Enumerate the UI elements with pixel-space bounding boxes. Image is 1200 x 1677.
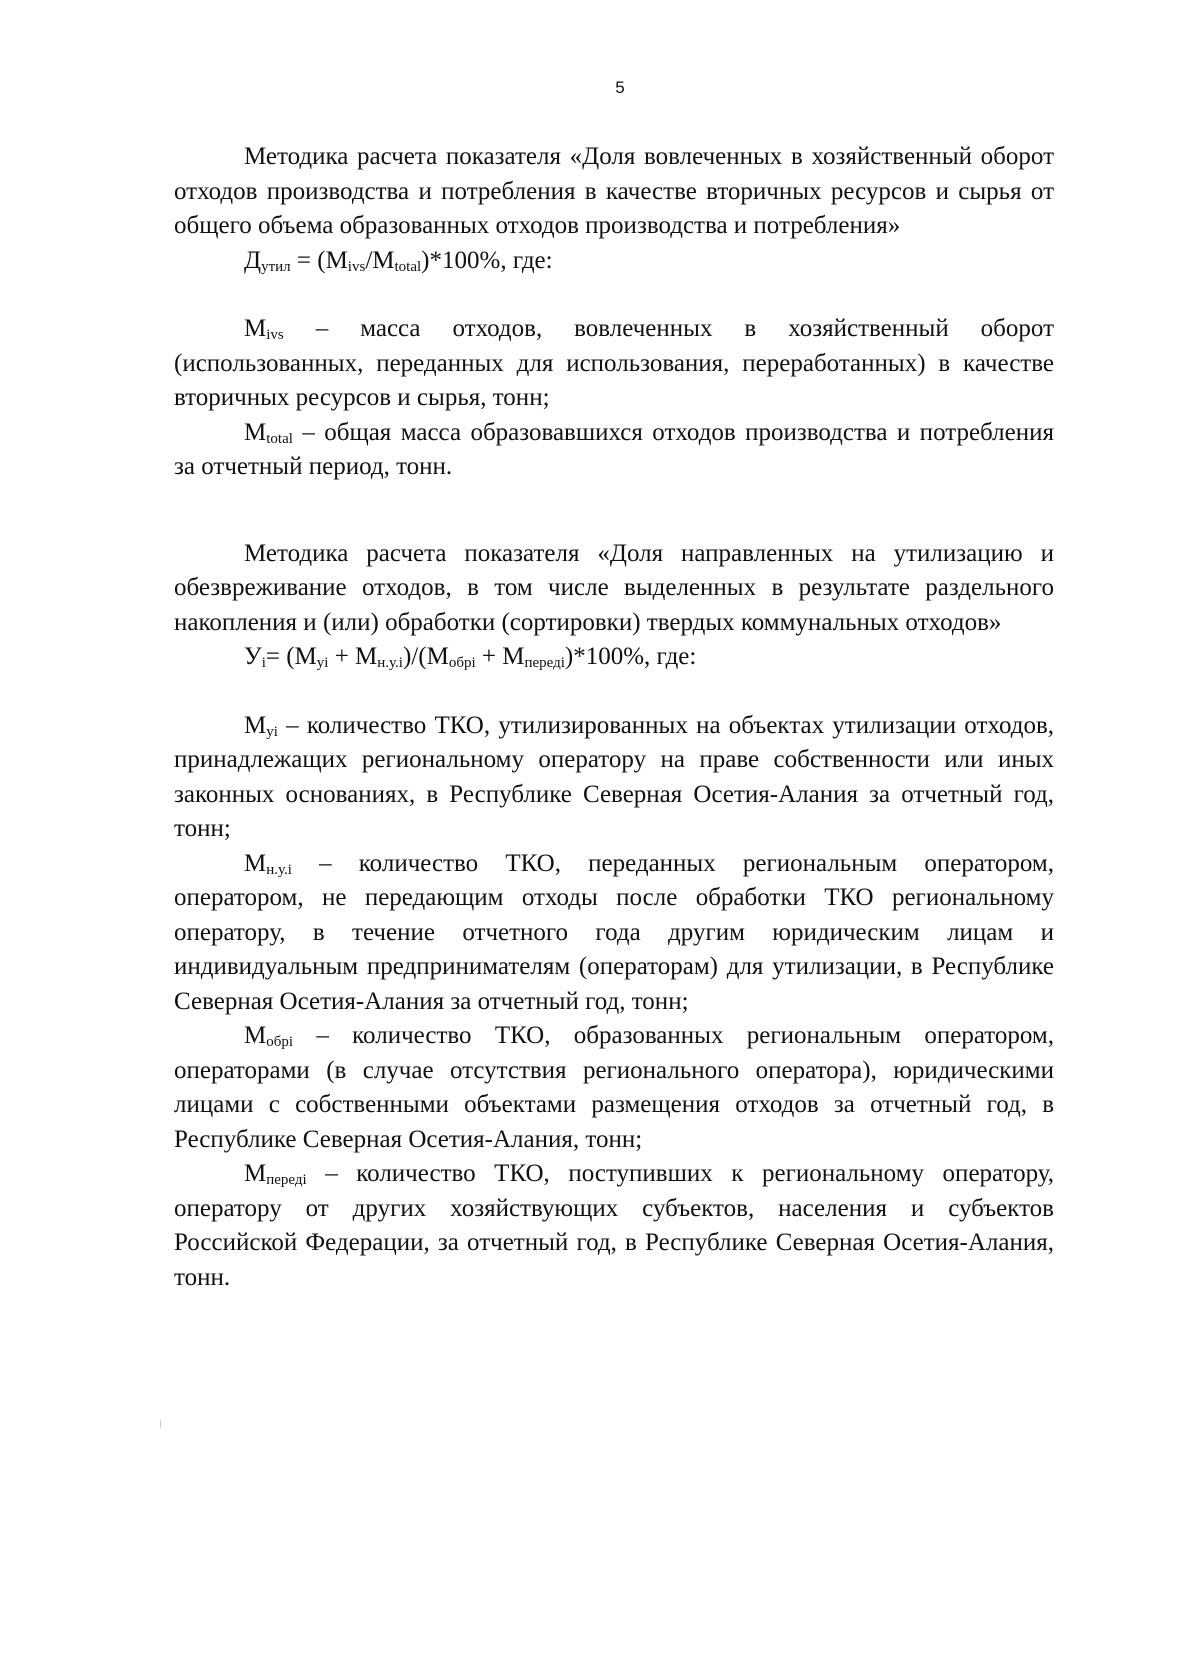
formula-part: /M	[365, 246, 395, 274]
formula-part: + M	[475, 643, 525, 670]
formula-part: )*100%, где:	[421, 246, 553, 274]
section1-formula	[174, 244, 1054, 279]
definition-m-yi	[174, 709, 1054, 847]
formula-subscript: i	[261, 655, 266, 671]
formula-symbol: У	[244, 643, 262, 670]
definition-text: – количество ТКО, поступивших к региональному оператору, оператору от других хозяйствующих субъектов, населения и субъектов Российской Федерации, за отчетный год, в Республике Северная Осетия-Алания, тонн.	[174, 1160, 1054, 1291]
definition-m-nui	[174, 847, 1054, 1020]
scan-margin-mark	[160, 1420, 161, 1428]
definition-subscript: обрi	[266, 1034, 294, 1050]
definition-subscript: передi	[266, 1172, 307, 1188]
formula-part: )/(M	[402, 643, 449, 670]
formula-subscript: total	[394, 258, 422, 275]
formula-part: = (M	[265, 643, 317, 670]
definition-text: – масса отходов, вовлеченных в хозяйственный оборот (использованных, переданных для использования, переработанных) в качестве вторичных ресурсов и сырья, тонн;	[174, 315, 1054, 411]
section2-formula	[174, 640, 1054, 675]
formula-subscript: yi	[316, 655, 329, 671]
definition-symbol: M	[244, 315, 267, 342]
section2-heading: Методика расчета показателя «Доля направленных на утилизацию и обезвреживание отходов, в том числе выделенных в результате раздельного накопления и (или) обработки (сортировки) твердых коммунальных отходов»	[174, 539, 1054, 636]
definition-m-total	[174, 416, 1054, 485]
definition-symbol: M	[244, 418, 267, 446]
definition-m-ivs	[174, 312, 1054, 416]
formula-part: + M	[328, 643, 378, 670]
document-body	[174, 140, 1054, 1295]
definition-symbol: M	[244, 711, 267, 739]
definition-subscript: н.у.i	[266, 861, 292, 878]
definition-text: – количество ТКО, переданных региональным оператором, оператором, не передающим отходы после обработки ТКО региональному оператору, в течение отчетного года другим юридическим лицам и индивидуальным предпринимателям (операторам) для утилизации, в Республике Северная Осетия-Алания за отчетный год, тонн;	[174, 849, 1054, 1015]
formula-part: = (M	[290, 246, 348, 274]
definition-m-peredi	[174, 1157, 1054, 1295]
formula-subscript: обрi	[448, 655, 476, 671]
formula-part: )*100%, где:	[564, 643, 697, 670]
definition-text: – количество ТКО, образованных региональным оператором, операторами (в случае отсутствия регионального оператора), юридическими лицами с собственными объектами размещения отходов за отчетный год, в Республике Северная Осетия-Алания, тонн;	[174, 1022, 1054, 1153]
definition-symbol: M	[244, 1022, 267, 1049]
definition-text: – общая масса образовавшихся отходов производства и потребления за отчетный период, тонн.	[174, 418, 1054, 480]
definition-subscript: ivs	[266, 327, 284, 343]
definition-symbol: M	[244, 1160, 267, 1187]
section1-heading: Методика расчета показателя «Доля вовлеченных в хозяйственный оборот отходов производства и потребления в качестве вторичных ресурсов и сырья от общего объема образованных отходов производства и потребления»	[174, 143, 1054, 239]
page-number: 5	[615, 78, 625, 97]
definition-symbol: M	[244, 849, 267, 877]
definition-subscript: total	[266, 430, 293, 447]
definition-text: – количество ТКО, утилизированных на объектах утилизации отходов, принадлежащих региональному оператору на праве собственности или иных законных основаниях, в Республике Северная Осетия-Алания за отчетный год, тонн;	[174, 711, 1054, 842]
formula-subscript: передi	[524, 655, 565, 671]
formula-symbol: Д	[244, 246, 262, 274]
formula-subscript: ivs	[347, 258, 366, 275]
definition-m-obri	[174, 1019, 1054, 1157]
formula-subscript: н.у.i	[377, 655, 403, 671]
definition-subscript: yi	[266, 723, 278, 740]
formula-subscript: утил	[261, 258, 291, 275]
